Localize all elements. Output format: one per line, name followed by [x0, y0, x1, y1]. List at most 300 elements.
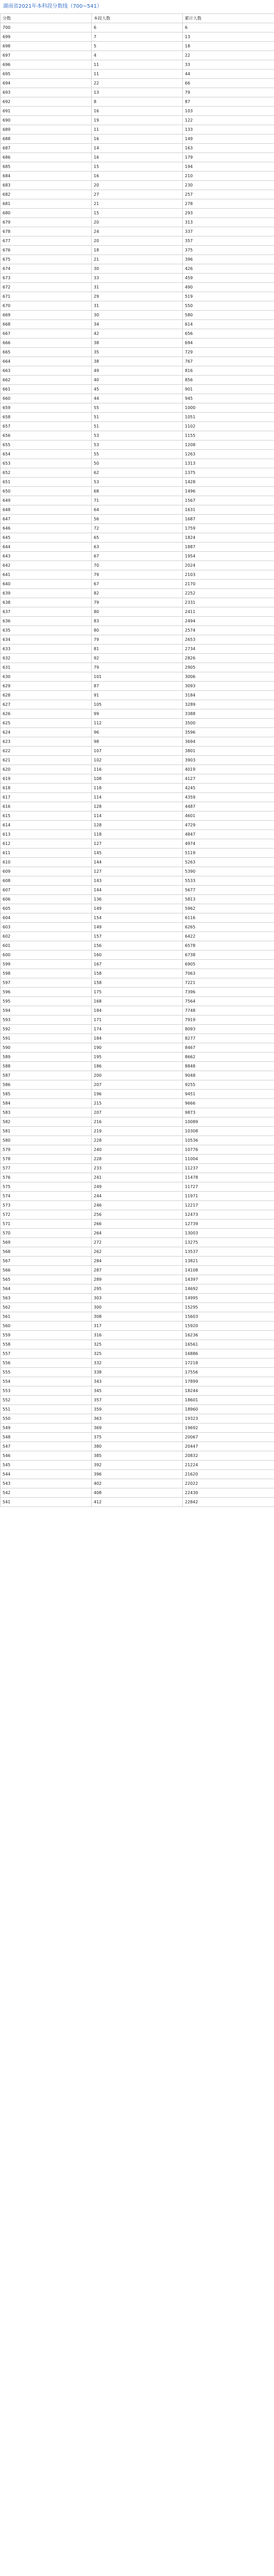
score-cell: 655	[1, 440, 92, 450]
count-cell: 29	[92, 292, 183, 301]
table-row	[1, 978, 274, 988]
count-cell: 4	[92, 51, 183, 60]
table-row	[1, 459, 274, 468]
cumulative-cell: 1000	[183, 403, 274, 413]
count-cell: 21	[92, 255, 183, 264]
count-cell: 83	[92, 617, 183, 626]
cumulative-cell: 2170	[183, 580, 274, 589]
score-cell: 585	[1, 1090, 92, 1099]
count-cell: 63	[92, 543, 183, 552]
table-row	[1, 1498, 274, 1507]
score-cell: 689	[1, 125, 92, 134]
cumulative-cell: 15920	[183, 1321, 274, 1331]
score-cell: 685	[1, 162, 92, 172]
count-cell: 325	[92, 1349, 183, 1359]
cumulative-cell: 6116	[183, 913, 274, 923]
score-cell: 638	[1, 598, 92, 607]
count-cell: 70	[92, 561, 183, 570]
cumulative-cell: 2331	[183, 598, 274, 607]
score-cell: 544	[1, 1470, 92, 1479]
cumulative-cell: 1208	[183, 440, 274, 450]
cumulative-cell: 16886	[183, 1349, 274, 1359]
score-cell: 605	[1, 904, 92, 913]
count-cell: 16	[92, 107, 183, 116]
score-cell: 601	[1, 941, 92, 951]
table-row	[1, 1359, 274, 1368]
score-cell: 693	[1, 88, 92, 97]
score-cell: 673	[1, 274, 92, 283]
score-cell: 656	[1, 431, 92, 440]
score-cell: 588	[1, 1062, 92, 1071]
table-row	[1, 811, 274, 821]
cumulative-cell: 13003	[183, 1229, 274, 1238]
table-row	[1, 1108, 274, 1117]
score-cell: 547	[1, 1442, 92, 1451]
table-row	[1, 1238, 274, 1247]
count-cell: 357	[92, 1396, 183, 1405]
count-cell: 145	[92, 849, 183, 858]
cumulative-cell: 12473	[183, 1210, 274, 1219]
count-cell: 15	[92, 162, 183, 172]
count-cell: 284	[92, 1257, 183, 1266]
count-cell: 246	[92, 1201, 183, 1210]
table-row	[1, 1090, 274, 1099]
cumulative-cell: 1631	[183, 505, 274, 515]
count-cell: 53	[92, 440, 183, 450]
cumulative-cell: 3388	[183, 709, 274, 719]
count-cell: 38	[92, 338, 183, 348]
count-cell: 168	[92, 997, 183, 1006]
table-row	[1, 1451, 274, 1461]
cumulative-cell: 2411	[183, 607, 274, 617]
table-row	[1, 1025, 274, 1034]
table-row	[1, 533, 274, 543]
cumulative-cell: 22842	[183, 1498, 274, 1507]
cumulative-cell: 2653	[183, 635, 274, 645]
table-row	[1, 997, 274, 1006]
score-cell: 546	[1, 1451, 92, 1461]
count-cell: 98	[92, 737, 183, 747]
score-cell: 576	[1, 1173, 92, 1182]
score-cell: 626	[1, 709, 92, 719]
score-cell: 620	[1, 765, 92, 774]
table-row	[1, 107, 274, 116]
table-row	[1, 904, 274, 913]
table-row	[1, 737, 274, 747]
count-cell: 30	[92, 264, 183, 274]
count-cell: 45	[92, 385, 183, 394]
table-row	[1, 144, 274, 153]
score-cell: 600	[1, 951, 92, 960]
cumulative-cell: 20067	[183, 1433, 274, 1442]
count-cell: 79	[92, 663, 183, 672]
score-cell: 700	[1, 23, 92, 32]
table-row	[1, 1340, 274, 1349]
count-cell: 108	[92, 774, 183, 784]
count-cell: 82	[92, 589, 183, 598]
cumulative-cell: 901	[183, 385, 274, 394]
count-cell: 149	[92, 904, 183, 913]
score-cell: 688	[1, 134, 92, 144]
score-cell: 555	[1, 1368, 92, 1377]
count-cell: 190	[92, 1043, 183, 1053]
cumulative-cell: 6578	[183, 941, 274, 951]
table-row	[1, 886, 274, 895]
cumulative-cell: 13275	[183, 1238, 274, 1247]
table-row	[1, 1192, 274, 1201]
count-cell: 15	[92, 209, 183, 218]
score-cell: 557	[1, 1349, 92, 1359]
cumulative-cell: 1263	[183, 450, 274, 459]
count-cell: 5	[92, 42, 183, 51]
score-cell: 628	[1, 691, 92, 700]
score-cell: 574	[1, 1192, 92, 1201]
table-row	[1, 413, 274, 422]
score-cell: 651	[1, 478, 92, 487]
count-cell: 215	[92, 1099, 183, 1108]
score-cell: 629	[1, 682, 92, 691]
score-cell: 636	[1, 617, 92, 626]
table-row	[1, 348, 274, 357]
table-row	[1, 1201, 274, 1210]
score-cell: 542	[1, 1488, 92, 1498]
score-cell: 625	[1, 719, 92, 728]
table-row	[1, 617, 274, 626]
score-cell: 594	[1, 1006, 92, 1015]
score-table	[0, 13, 274, 1507]
cumulative-cell: 9666	[183, 1099, 274, 1108]
count-cell: 175	[92, 988, 183, 997]
cumulative-cell: 8662	[183, 1053, 274, 1062]
count-cell: 228	[92, 1136, 183, 1145]
score-cell: 608	[1, 876, 92, 886]
table-row	[1, 1145, 274, 1155]
table-row	[1, 923, 274, 932]
score-cell: 575	[1, 1182, 92, 1192]
cumulative-cell: 5813	[183, 895, 274, 904]
table-row	[1, 756, 274, 765]
table-row	[1, 70, 274, 79]
score-cell: 558	[1, 1340, 92, 1349]
cumulative-cell: 9048	[183, 1071, 274, 1080]
cumulative-cell: 20832	[183, 1451, 274, 1461]
cumulative-cell: 103	[183, 107, 274, 116]
count-cell: 375	[92, 1433, 183, 1442]
score-cell: 650	[1, 487, 92, 496]
table-row	[1, 236, 274, 246]
table-row	[1, 1210, 274, 1219]
cumulative-cell: 313	[183, 218, 274, 227]
count-cell: 53	[92, 431, 183, 440]
cumulative-cell: 7564	[183, 997, 274, 1006]
score-cell: 599	[1, 960, 92, 969]
count-cell: 91	[92, 691, 183, 700]
table-row	[1, 1164, 274, 1173]
count-cell: 16	[92, 153, 183, 162]
table-row	[1, 468, 274, 478]
table-row	[1, 1377, 274, 1386]
table-row	[1, 802, 274, 811]
count-cell: 64	[92, 505, 183, 515]
score-cell: 550	[1, 1414, 92, 1423]
count-cell: 71	[92, 496, 183, 505]
table-row	[1, 88, 274, 97]
count-cell: 128	[92, 802, 183, 811]
table-row	[1, 1006, 274, 1015]
table-row	[1, 246, 274, 255]
count-cell: 385	[92, 1451, 183, 1461]
score-cell: 690	[1, 116, 92, 125]
count-cell: 72	[92, 524, 183, 533]
table-row	[1, 626, 274, 635]
table-row	[1, 51, 274, 60]
table-row	[1, 1414, 274, 1423]
count-cell: 38	[92, 357, 183, 366]
table-row	[1, 839, 274, 849]
cumulative-cell: 3500	[183, 719, 274, 728]
cumulative-cell: 18	[183, 42, 274, 51]
count-cell: 80	[92, 626, 183, 635]
score-cell: 545	[1, 1461, 92, 1470]
count-cell: 241	[92, 1173, 183, 1182]
table-row	[1, 867, 274, 876]
table-row	[1, 422, 274, 431]
count-cell: 35	[92, 348, 183, 357]
count-cell: 30	[92, 311, 183, 320]
count-cell: 24	[92, 227, 183, 236]
table-row	[1, 552, 274, 561]
cumulative-cell: 1687	[183, 515, 274, 524]
count-cell: 343	[92, 1377, 183, 1386]
cumulative-cell: 519	[183, 292, 274, 301]
cumulative-cell: 9451	[183, 1090, 274, 1099]
count-cell: 369	[92, 1423, 183, 1433]
score-cell: 675	[1, 255, 92, 264]
table-row	[1, 274, 274, 283]
table-row	[1, 1405, 274, 1414]
count-cell: 18	[92, 246, 183, 255]
score-cell: 654	[1, 450, 92, 459]
cumulative-cell: 14995	[183, 1294, 274, 1303]
cumulative-cell: 278	[183, 199, 274, 209]
table-row	[1, 1423, 274, 1433]
count-cell: 408	[92, 1488, 183, 1498]
cumulative-cell: 580	[183, 311, 274, 320]
table-row	[1, 654, 274, 663]
score-cell: 553	[1, 1386, 92, 1396]
cumulative-cell: 11971	[183, 1192, 274, 1201]
count-cell: 55	[92, 403, 183, 413]
table-row	[1, 858, 274, 867]
score-cell: 627	[1, 700, 92, 709]
score-cell: 587	[1, 1071, 92, 1080]
cumulative-cell: 79	[183, 88, 274, 97]
score-cell: 573	[1, 1201, 92, 1210]
table-row	[1, 635, 274, 645]
score-cell: 561	[1, 1312, 92, 1321]
score-cell: 624	[1, 728, 92, 737]
count-cell: 289	[92, 1275, 183, 1284]
count-cell: 102	[92, 756, 183, 765]
cumulative-cell: 816	[183, 366, 274, 376]
count-cell: 51	[92, 413, 183, 422]
count-cell: 11	[92, 125, 183, 134]
cumulative-cell: 1887	[183, 543, 274, 552]
count-cell: 96	[92, 728, 183, 737]
table-row	[1, 913, 274, 923]
cumulative-cell: 16561	[183, 1340, 274, 1349]
cumulative-cell: 14108	[183, 1266, 274, 1275]
score-cell: 563	[1, 1294, 92, 1303]
table-row	[1, 320, 274, 329]
score-cell: 695	[1, 70, 92, 79]
cumulative-cell: 490	[183, 283, 274, 292]
count-cell: 20	[92, 236, 183, 246]
score-cell: 597	[1, 978, 92, 988]
table-row	[1, 589, 274, 598]
cumulative-cell: 375	[183, 246, 274, 255]
cumulative-cell: 4601	[183, 811, 274, 821]
table-row	[1, 403, 274, 413]
cumulative-cell: 210	[183, 172, 274, 181]
table-row	[1, 1294, 274, 1303]
score-cell: 694	[1, 79, 92, 88]
score-cell: 657	[1, 422, 92, 431]
cumulative-cell: 44	[183, 70, 274, 79]
cumulative-cell: 7221	[183, 978, 274, 988]
cumulative-cell: 11478	[183, 1173, 274, 1182]
score-cell: 637	[1, 607, 92, 617]
score-cell: 679	[1, 218, 92, 227]
score-cell: 570	[1, 1229, 92, 1238]
score-cell: 643	[1, 552, 92, 561]
table-row	[1, 264, 274, 274]
cumulative-cell: 122	[183, 116, 274, 125]
cumulative-cell: 9255	[183, 1080, 274, 1090]
score-cell: 683	[1, 181, 92, 190]
page-title: 湖南省2021年本科段分数线（700~541）	[3, 4, 102, 9]
cumulative-cell: 656	[183, 329, 274, 338]
count-cell: 33	[92, 274, 183, 283]
cumulative-cell: 6422	[183, 932, 274, 941]
score-cell: 567	[1, 1257, 92, 1266]
count-cell: 8	[92, 97, 183, 107]
count-cell: 249	[92, 1182, 183, 1192]
table-row	[1, 672, 274, 682]
count-cell: 264	[92, 1229, 183, 1238]
count-cell: 14	[92, 144, 183, 153]
score-cell: 602	[1, 932, 92, 941]
table-row	[1, 209, 274, 218]
score-cell: 611	[1, 849, 92, 858]
count-cell: 53	[92, 478, 183, 487]
cumulative-cell: 163	[183, 144, 274, 153]
cumulative-cell: 9873	[183, 1108, 274, 1117]
table-row	[1, 1173, 274, 1182]
count-cell: 51	[92, 422, 183, 431]
score-cell: 686	[1, 153, 92, 162]
count-cell: 158	[92, 969, 183, 978]
score-cell: 565	[1, 1275, 92, 1284]
cumulative-cell: 550	[183, 301, 274, 311]
count-cell: 332	[92, 1359, 183, 1368]
count-cell: 79	[92, 570, 183, 580]
count-cell: 127	[92, 867, 183, 876]
score-cell: 606	[1, 895, 92, 904]
score-cell: 590	[1, 1043, 92, 1053]
table-row	[1, 1303, 274, 1312]
count-cell: 118	[92, 830, 183, 839]
cumulative-cell: 17556	[183, 1368, 274, 1377]
cumulative-cell: 1759	[183, 524, 274, 533]
table-row	[1, 830, 274, 839]
table-row	[1, 960, 274, 969]
cumulative-cell: 12217	[183, 1201, 274, 1210]
cumulative-cell: 6905	[183, 960, 274, 969]
count-cell: 127	[92, 839, 183, 849]
count-cell: 158	[92, 978, 183, 988]
table-row	[1, 543, 274, 552]
score-cell: 616	[1, 802, 92, 811]
table-row	[1, 1331, 274, 1340]
score-cell: 560	[1, 1321, 92, 1331]
cumulative-cell: 3184	[183, 691, 274, 700]
count-cell: 31	[92, 301, 183, 311]
table-row	[1, 1386, 274, 1396]
score-cell: 586	[1, 1080, 92, 1090]
count-cell: 92	[92, 654, 183, 663]
cumulative-cell: 5677	[183, 886, 274, 895]
table-row	[1, 709, 274, 719]
score-cell: 614	[1, 821, 92, 830]
score-cell: 666	[1, 338, 92, 348]
cumulative-cell: 6	[183, 23, 274, 32]
table-row	[1, 1368, 274, 1377]
table-row	[1, 524, 274, 533]
table-row	[1, 394, 274, 403]
cumulative-cell: 459	[183, 274, 274, 283]
score-cell: 604	[1, 913, 92, 923]
score-cell: 646	[1, 524, 92, 533]
count-cell: 79	[92, 635, 183, 645]
table-row	[1, 172, 274, 181]
cumulative-cell: 4487	[183, 802, 274, 811]
score-cell: 691	[1, 107, 92, 116]
table-row	[1, 338, 274, 348]
cumulative-cell: 7063	[183, 969, 274, 978]
count-cell: 21	[92, 199, 183, 209]
count-cell: 16	[92, 172, 183, 181]
cumulative-cell: 856	[183, 376, 274, 385]
cumulative-cell: 18244	[183, 1386, 274, 1396]
cumulative-cell: 17899	[183, 1377, 274, 1386]
column-header-score: 分数	[1, 14, 92, 23]
count-cell: 68	[92, 487, 183, 496]
table-row	[1, 784, 274, 793]
score-cell: 543	[1, 1479, 92, 1488]
cumulative-cell: 1824	[183, 533, 274, 543]
cumulative-cell: 1954	[183, 552, 274, 561]
count-cell: 272	[92, 1238, 183, 1247]
cumulative-cell: 8093	[183, 1025, 274, 1034]
score-cell: 609	[1, 867, 92, 876]
cumulative-cell: 396	[183, 255, 274, 264]
score-cell: 674	[1, 264, 92, 274]
cumulative-cell: 1428	[183, 478, 274, 487]
cumulative-cell: 11004	[183, 1155, 274, 1164]
score-cell: 659	[1, 403, 92, 413]
count-cell: 116	[92, 765, 183, 774]
